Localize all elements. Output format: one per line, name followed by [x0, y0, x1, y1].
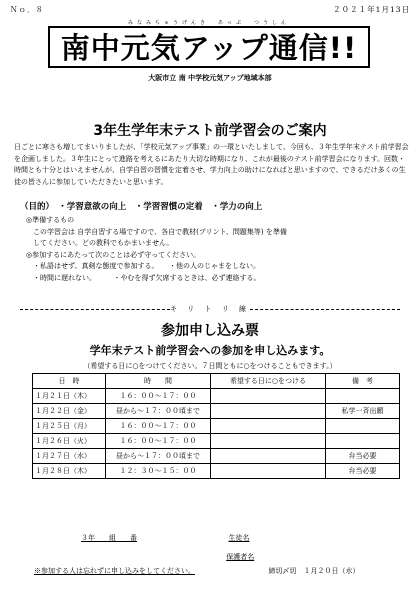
row-date: １月２６日（火）: [33, 434, 106, 449]
article-title: 3年生学年末テスト前学習会のご案内: [93, 123, 327, 139]
table-row: [33, 404, 400, 419]
cut-line: [20, 304, 400, 314]
table-row: [33, 464, 400, 479]
row-note: 私学一斉出願: [326, 404, 400, 419]
row-time: 昼から～１７：００頃まで: [106, 449, 211, 464]
row-time: 昼から～１７：００頃まで: [106, 404, 211, 419]
table-row: [33, 449, 400, 464]
row-date: １月２５日（月）: [33, 419, 106, 434]
form-instruction: （希望する日に○をつけてください。７日間ともに○をつけることもできます。）: [83, 362, 337, 370]
student-info-line: [34, 533, 404, 543]
row-time: １６：００～１７：００: [106, 434, 211, 449]
issue-date: ２０２１年1月13日: [333, 5, 410, 14]
row-date: １月２１日（木）: [33, 389, 106, 404]
student-name-field[interactable]: 生徒名: [228, 534, 250, 542]
newsletter-banner: [48, 20, 370, 68]
guardian-line: [34, 552, 404, 562]
col-time-header: 時 間: [106, 374, 211, 389]
table-row: [33, 419, 400, 434]
issue-number: Ｎｏ．８: [10, 5, 44, 14]
cut-label: キ リ ト リ 線: [170, 305, 250, 313]
grade-class-field[interactable]: ３年 組 番: [81, 534, 137, 542]
purpose-line: （目的） ・学習意欲の向上 ・学習習慣の定着 ・学力の向上: [20, 202, 263, 212]
form-subtitle: 学年末テスト前学習会への参加を申し込みます。: [89, 344, 331, 357]
row-mark-cell[interactable]: [211, 449, 326, 464]
row-mark-cell[interactable]: [211, 404, 326, 419]
row-mark-cell[interactable]: [211, 419, 326, 434]
row-note: [326, 389, 400, 404]
col-mark-header: 希望する日に○をつける: [211, 374, 326, 389]
row-mark-cell[interactable]: [211, 464, 326, 479]
row-time: １６：００～１７：００: [106, 389, 211, 404]
article-intro: 日ごとに寒さも増してまいりましたが、「学校元気アップ事業」の一環といたしまして、今回も、３年生学年末テスト前学習会を企画しました。３年生にとって進路を考えるにあたり大切な時期になり、これが最後のテスト前学習会になります。回数・時間とも十分とはいえませんが、自学自習の習慣を定着させ、学力向上の助けになればと思いますので、できるだけ多くの生徒の皆さんに参加していただきたいと思います。: [14, 143, 409, 186]
form-title: 参加申し込み票: [161, 323, 259, 339]
guardian-name-field[interactable]: 保護者名: [226, 553, 255, 561]
table-row: [33, 434, 400, 449]
row-date: １月２８日（木）: [33, 464, 106, 479]
prep-line: ・時間に遅れない。 ・やむを得ず欠席するときは、必ず連絡する。: [26, 273, 261, 282]
row-time: １６：００～１７：００: [106, 419, 211, 434]
schedule-table: [32, 373, 400, 479]
prep-line: この学習会は 自学自習する場ですので、各自で教材(プリント、問題集等) を準備: [26, 227, 287, 236]
row-mark-cell[interactable]: [211, 434, 326, 449]
organization-name: 大阪市立 南 中学校元気アップ地域本部: [148, 74, 272, 82]
row-note: [326, 419, 400, 434]
banner-ruby: みなみちゅうげんき あっぷ つうしん: [128, 20, 290, 26]
row-time: １２：３０～１５：００: [106, 464, 211, 479]
row-note: 弁当必要: [326, 449, 400, 464]
row-note: [326, 434, 400, 449]
row-note: 弁当必要: [326, 464, 400, 479]
submission-note: ※参加する人は忘れずに申し込みをしてください。: [34, 567, 195, 575]
prep-line: ・私語はせず、真剣な態度で参加する。 ・他の人のじゃまをしない。: [26, 262, 260, 270]
deadline: 締切〆切 １月２０日（水）: [268, 567, 360, 575]
header-line: [10, 4, 410, 14]
col-date-header: 日 時: [33, 374, 106, 389]
newsletter-title: 南中元気アップ通信!!: [60, 31, 358, 65]
row-mark-cell[interactable]: [211, 389, 326, 404]
row-date: １月２７日（水）: [33, 449, 106, 464]
prep-line: してください。どの教科でもかまいません。: [26, 239, 174, 247]
prep-line: ◎参加するにあたって次のことは必ず守ってください。: [26, 250, 201, 259]
prep-line: ◎準備するもの: [26, 216, 75, 224]
col-note-header: 備 考: [326, 374, 400, 389]
footer-note-line: [34, 566, 404, 576]
row-date: １月２２日（金）: [33, 404, 106, 419]
preparation-notes: [26, 215, 406, 284]
table-header-row: [33, 374, 400, 389]
table-row: [33, 389, 400, 404]
